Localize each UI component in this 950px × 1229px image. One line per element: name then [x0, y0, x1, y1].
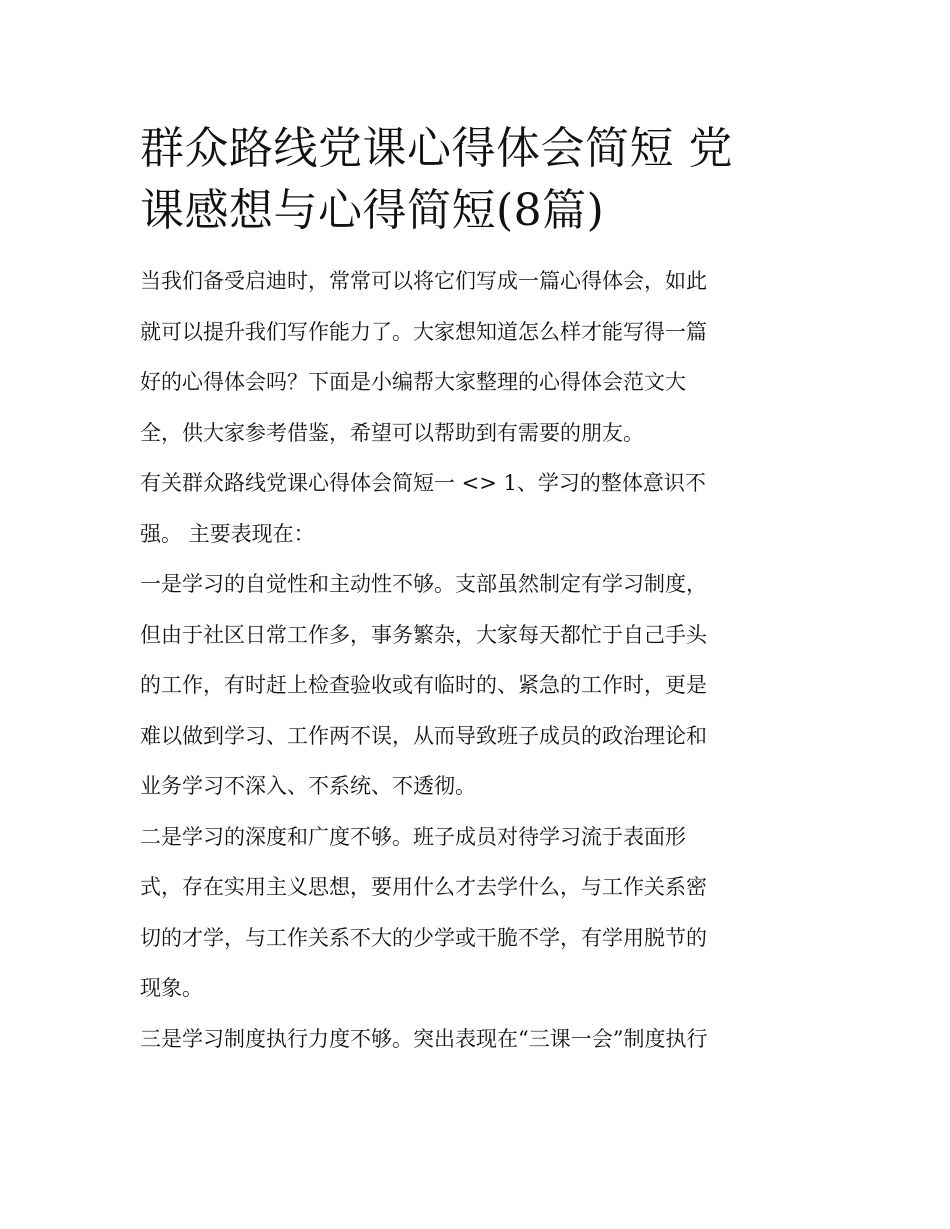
paragraph-line: 就可以提升我们写作能力了。大家想知道怎么样才能写得一篇 [140, 319, 707, 344]
paragraph-line: 但由于社区日常工作多，事务繁杂，大家每天都忙于自己手头 [140, 622, 707, 647]
paragraph-line: 难以做到学习、工作两不误，从而导致班子成员的政治理论和 [140, 723, 707, 748]
title-line: 课感想与心得简短(8篇) [140, 185, 605, 236]
document-body [140, 118, 812, 1064]
intro-paragraph [140, 256, 812, 458]
section-heading-paragraph [140, 458, 812, 559]
paragraph-line: 二是学习的深度和广度不够。班子成员对待学习流于表面形 [140, 824, 686, 849]
point-three-paragraph [140, 1014, 812, 1065]
paragraph-line: 三是学习制度执行力度不够。突出表现在“三课一会”制度执行 [140, 1026, 708, 1051]
document-title [140, 118, 812, 242]
title-line: 群众路线党课心得体会简短 党 [140, 123, 733, 174]
paragraph-line: 切的才学，与工作关系不大的少学或干脆不学，有学用脱节的 [140, 925, 707, 950]
paragraph-line: 业务学习不深入、不系统、不透彻。 [140, 774, 476, 798]
paragraph-line: 强。 主要表现在： [140, 521, 315, 546]
paragraph-line: 一是学习的自觉性和主动性不够。支部虽然制定有学习制度， [140, 572, 707, 596]
paragraph-line: 有关群众路线党课心得体会简短一 <> 1、学习的整体意识不 [140, 471, 706, 495]
paragraph-line: 式，存在实用主义思想，要用什么才去学什么，与工作关系密 [140, 875, 707, 899]
paragraph-line: 好的心得体会吗？下面是小编帮大家整理的心得体会范文大 [140, 370, 686, 394]
paragraph-line: 的工作，有时赶上检查验收或有临时的、紧急的工作时，更是 [140, 673, 707, 697]
paragraph-line: 全，供大家参考借鉴，希望可以帮助到有需要的朋友。 [140, 420, 644, 445]
point-one-paragraph [140, 559, 812, 812]
paragraph-line: 当我们备受启迪时，常常可以将它们写成一篇心得体会，如此 [140, 269, 707, 293]
point-two-paragraph [140, 812, 812, 1014]
paragraph-line: 现象。 [140, 976, 203, 1000]
